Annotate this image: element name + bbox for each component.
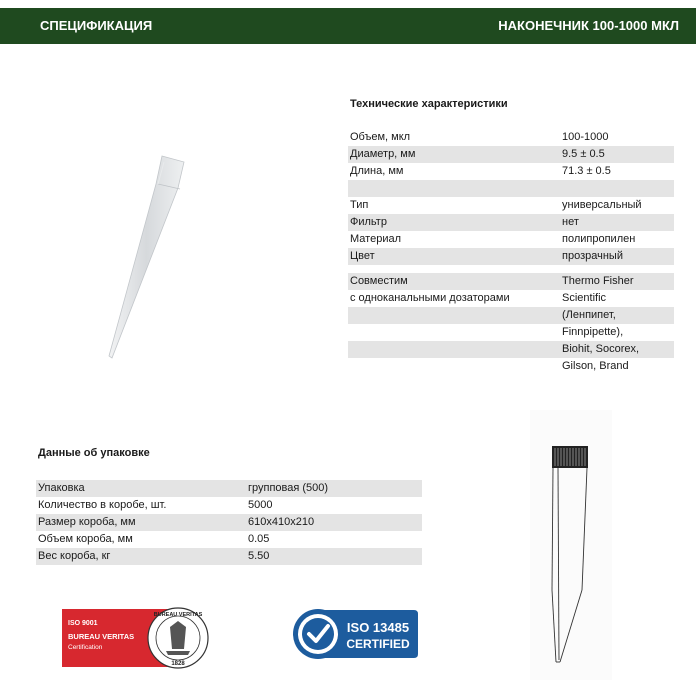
row-label: с одноканальными дозаторами — [350, 292, 510, 304]
row-value: прозрачный — [562, 250, 623, 262]
table-row — [36, 531, 422, 548]
row-label: Размер короба, мм — [38, 516, 136, 528]
table-row — [348, 214, 674, 231]
table-row — [348, 129, 674, 146]
tech-specs-title: Технические характеристики — [350, 98, 508, 110]
iso-number-text: ISO 13485 — [346, 620, 410, 635]
table-gap — [348, 265, 674, 273]
row-label: Упаковка — [38, 482, 85, 494]
table-row — [348, 290, 674, 307]
bv-cert-text: Certification — [68, 644, 103, 651]
row-label: Количество в коробе, шт. — [38, 499, 167, 511]
row-value: 9.5 ± 0.5 — [562, 148, 605, 160]
row-value: 71.3 ± 0.5 — [562, 165, 611, 177]
row-value: 5000 — [248, 499, 273, 511]
table-row — [348, 358, 674, 375]
packaging-table — [36, 480, 422, 565]
row-value: Biohit, Socorex, — [562, 343, 640, 355]
table-row — [36, 497, 422, 514]
table-row — [348, 248, 674, 265]
bureau-veritas-logo — [62, 607, 210, 669]
pipette-tip-drawing — [530, 410, 612, 680]
table-row-empty — [348, 180, 674, 197]
bv-seal-text: BUREAU VERITAS — [153, 612, 203, 618]
header-title: СПЕЦИФИКАЦИЯ — [40, 18, 153, 33]
row-value: (Ленпипет, — [562, 309, 616, 321]
row-label: Вес короба, кг — [38, 550, 111, 562]
table-row — [348, 341, 674, 358]
row-value: 610x410x210 — [248, 516, 315, 528]
pipette-tip-photo — [100, 148, 210, 363]
table-row — [36, 548, 422, 565]
row-value: нет — [562, 216, 579, 228]
row-label: Диаметр, мм — [350, 148, 416, 160]
row-label: Тип — [350, 199, 369, 211]
bv-iso-text: ISO 9001 — [68, 620, 98, 627]
row-label: Объем короба, мм — [38, 533, 133, 545]
row-value: универсальный — [562, 199, 642, 211]
table-row — [348, 197, 674, 214]
table-row — [36, 514, 422, 531]
table-row — [348, 307, 674, 324]
row-value: 5.50 — [248, 550, 270, 562]
header-product: НАКОНЕЧНИК 100-1000 МКЛ — [498, 18, 679, 33]
row-label: Длина, мм — [350, 165, 404, 177]
bv-name-text: BUREAU VERITAS — [68, 632, 135, 641]
row-label: Фильтр — [350, 216, 387, 228]
iso-certified-text: CERTIFIED — [346, 637, 410, 651]
header-bar — [0, 8, 696, 44]
row-value: полипропилен — [562, 233, 636, 245]
table-row — [348, 163, 674, 180]
table-row — [348, 273, 674, 290]
bv-seal-year: 1828 — [171, 661, 185, 667]
iso-13485-logo — [292, 608, 420, 660]
row-value: Thermo Fisher — [562, 275, 634, 287]
table-row — [348, 231, 674, 248]
packaging-title: Данные об упаковке — [38, 447, 150, 459]
row-label: Материал — [350, 233, 401, 245]
row-value: 0.05 — [248, 533, 270, 545]
row-label: Цвет — [350, 250, 375, 262]
row-value: групповая (500) — [248, 482, 329, 494]
tech-specs-table — [348, 129, 674, 375]
row-label: Объем, мкл — [350, 131, 411, 143]
row-value: 100-1000 — [562, 131, 609, 143]
table-row — [36, 480, 422, 497]
row-label: Совместим — [350, 275, 408, 287]
row-value: Finnpipette), — [562, 326, 624, 338]
table-row — [348, 146, 674, 163]
table-row — [348, 324, 674, 341]
row-value: Gilson, Brand — [562, 360, 629, 372]
row-value: Scientific — [562, 292, 607, 304]
